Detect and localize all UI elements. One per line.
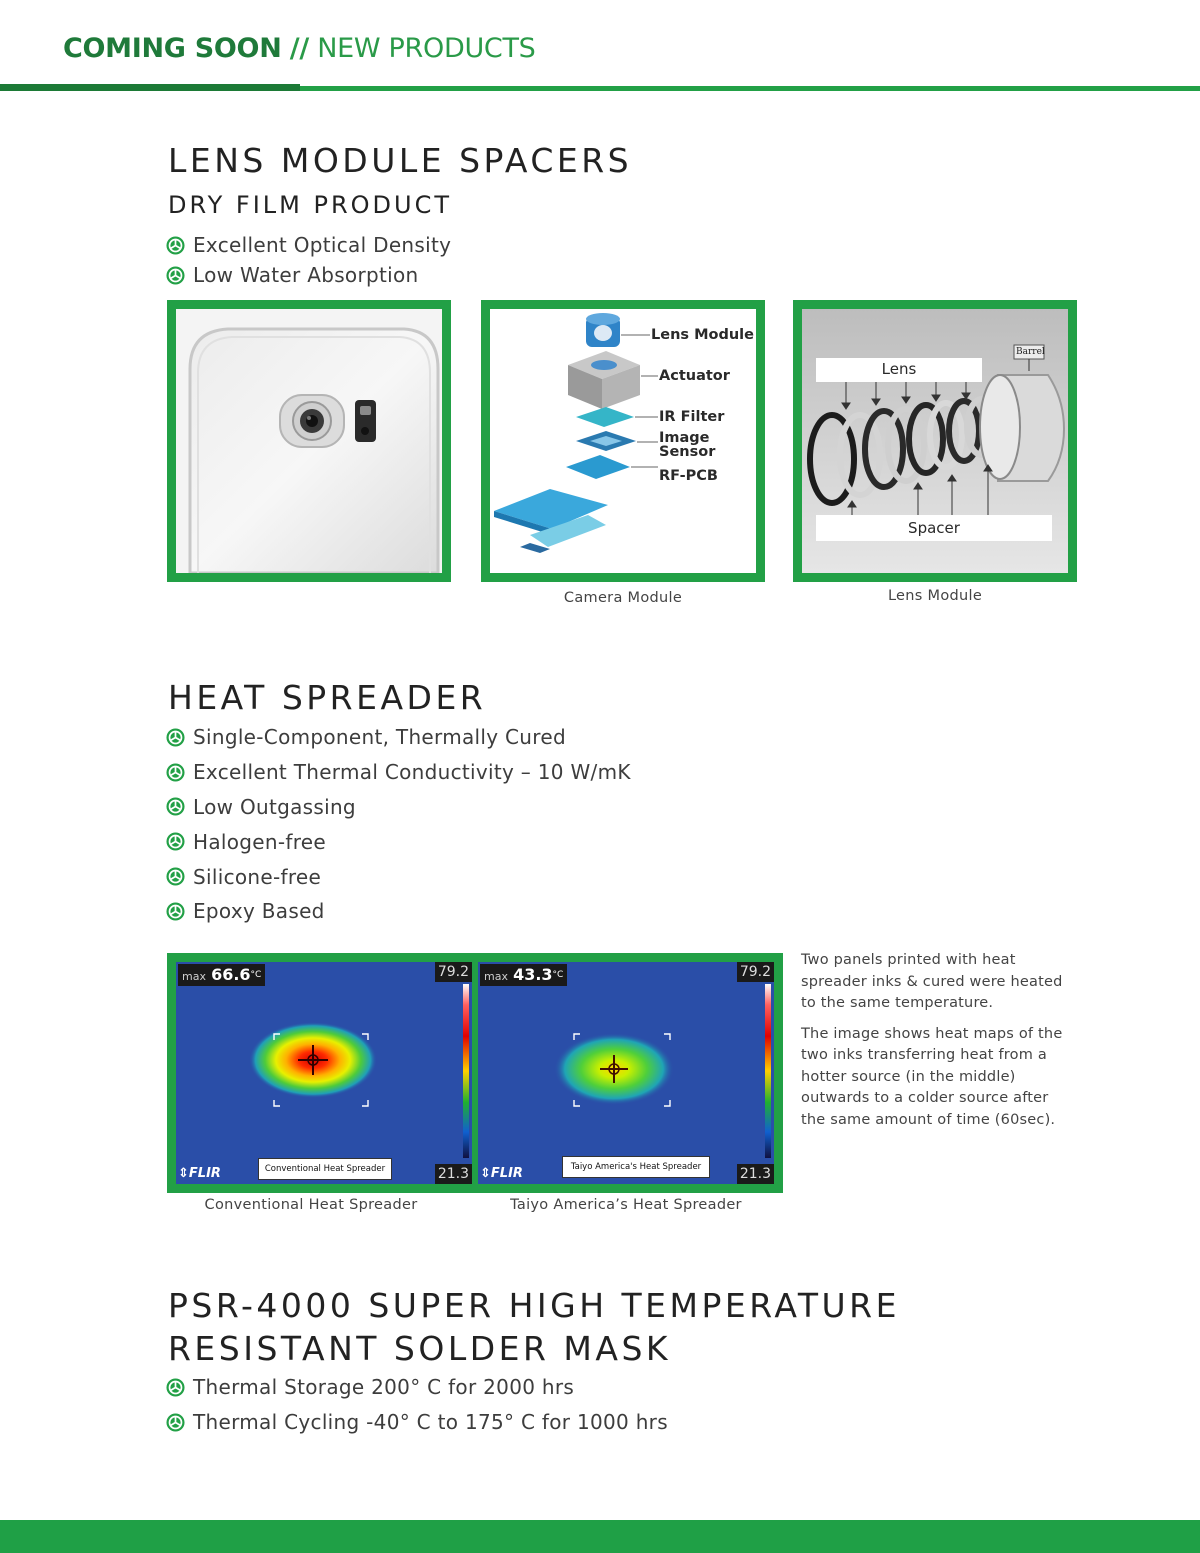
section-subtitle-dry-film: DRY FILM PRODUCT [168, 191, 453, 219]
max-temp-readout [178, 964, 265, 986]
phone-image-frame [167, 300, 451, 582]
bullet-leaf-icon [166, 266, 185, 285]
bullet-leaf-icon [166, 867, 185, 886]
bullet-list-psr4000 [166, 1370, 668, 1440]
max-temp-readout [480, 964, 567, 986]
temp-unit: °C [250, 970, 262, 980]
thermal-description [801, 950, 1063, 1131]
label-actuator: Actuator [659, 368, 730, 384]
flir-brand: FLIR [490, 1166, 523, 1181]
bullet-item [166, 824, 631, 859]
flir-logo [178, 1166, 221, 1181]
label-image: Image [659, 430, 710, 446]
lens-module-diagram-frame [793, 300, 1077, 582]
thermal-panel-conventional [176, 962, 472, 1184]
header-rule-dark [0, 84, 300, 91]
flir-arrow-icon: ⇕ [480, 1166, 491, 1181]
thermal-images-frame [167, 953, 783, 1193]
caption-lens-module: Lens Module [887, 588, 983, 604]
section-title-lens-module-spacers: LENS MODULE SPACERS [168, 141, 633, 180]
heatmap-taiyo [478, 962, 774, 1184]
flir-logo [480, 1166, 523, 1181]
bullet-list-lens [166, 230, 451, 290]
page-header [63, 33, 536, 64]
bullet-leaf-icon [166, 1378, 185, 1397]
bullet-item [166, 859, 631, 894]
scale-top-value: 79.2 [737, 962, 774, 982]
bullet-text: Thermal Storage 200° C for 2000 hrs [193, 1375, 575, 1400]
label-ir-filter: IR Filter [659, 409, 725, 425]
thermal-panel-taiyo [478, 962, 774, 1184]
heatmap-conventional [176, 962, 472, 1184]
label-rf-pcb: RF-PCB [659, 468, 718, 484]
max-temp-value: 43.3 [513, 965, 553, 984]
bullet-item [166, 230, 451, 260]
camera-exploded-diagram [490, 309, 756, 573]
label-lens-module: Lens Module [651, 327, 754, 343]
scale-bottom-value: 21.3 [737, 1164, 774, 1184]
bullet-text: Halogen-free [193, 829, 327, 854]
scale-bottom-value: 21.3 [435, 1164, 472, 1184]
max-temp-value: 66.6 [211, 965, 251, 984]
description-paragraph: The image shows heat maps of the two inks transferring heat from a hotter source (in the middle) outwards to a colder source after the same amount of time (60sec). [801, 1025, 1063, 1128]
bullet-item [166, 1405, 668, 1440]
max-label: max [182, 970, 206, 983]
bullet-text: Excellent Optical Density [193, 233, 452, 257]
bullet-text: Low Outgassing [193, 794, 356, 819]
header-separator: // [289, 33, 309, 64]
panel-tag-conventional: Conventional Heat Spreader [258, 1158, 392, 1180]
bullet-leaf-icon [166, 797, 185, 816]
bullet-item [166, 260, 451, 290]
caption-taiyo: Taiyo America’s Heat Spreader [510, 1197, 742, 1213]
section-title-psr4000-line2: RESISTANT SOLDER MASK [168, 1329, 672, 1368]
bullet-leaf-icon [166, 832, 185, 851]
max-label: max [484, 970, 508, 983]
label-sensor: Sensor [659, 444, 716, 460]
label-lens: Lens [881, 360, 917, 378]
header-coming-soon: COMING SOON [63, 33, 282, 64]
bullet-text: Single-Component, Thermally Cured [193, 725, 566, 750]
bullet-leaf-icon [166, 728, 185, 747]
description-paragraph: Two panels printed with heat spreader inks & cured were heated to the same temperature. [801, 952, 1063, 1011]
bullet-text: Excellent Thermal Conductivity – 10 W/mK [193, 760, 631, 785]
bullet-item [166, 755, 631, 790]
bullet-text: Thermal Cycling -40° C to 175° C for 1000 hrs [193, 1410, 668, 1435]
header-new-products: NEW PRODUCTS [317, 33, 536, 64]
flir-arrow-icon: ⇕ [178, 1166, 189, 1181]
bullet-text: Epoxy Based [193, 899, 325, 924]
section-title-heat-spreader: HEAT SPREADER [168, 678, 487, 717]
bullet-text: Silicone-free [193, 864, 322, 889]
bullet-item [166, 894, 631, 929]
bullet-text: Low Water Absorption [193, 263, 419, 287]
bullet-leaf-icon [166, 763, 185, 782]
temp-unit: °C [552, 970, 564, 980]
bullet-list-heat-spreader [166, 720, 631, 929]
phone-back-image [176, 309, 442, 573]
bullet-item [166, 1370, 668, 1405]
caption-camera-module: Camera Module [563, 590, 683, 606]
bullet-leaf-icon [166, 1413, 185, 1432]
bullet-leaf-icon [166, 902, 185, 921]
bullet-leaf-icon [166, 236, 185, 255]
flir-brand: FLIR [188, 1166, 221, 1181]
camera-module-diagram-frame [481, 300, 765, 582]
label-spacer: Spacer [908, 519, 960, 537]
footer-bar [0, 1520, 1200, 1553]
panel-tag-taiyo: Taiyo America's Heat Spreader [562, 1156, 710, 1178]
header-rule-light [300, 86, 1200, 91]
bullet-item [166, 720, 631, 755]
caption-conventional: Conventional Heat Spreader [204, 1197, 418, 1213]
bullet-item [166, 790, 631, 825]
scale-top-value: 79.2 [435, 962, 472, 982]
section-title-psr4000-line1: PSR-4000 SUPER HIGH TEMPERATURE [168, 1286, 900, 1325]
label-barrel: Barrel [1016, 347, 1045, 357]
